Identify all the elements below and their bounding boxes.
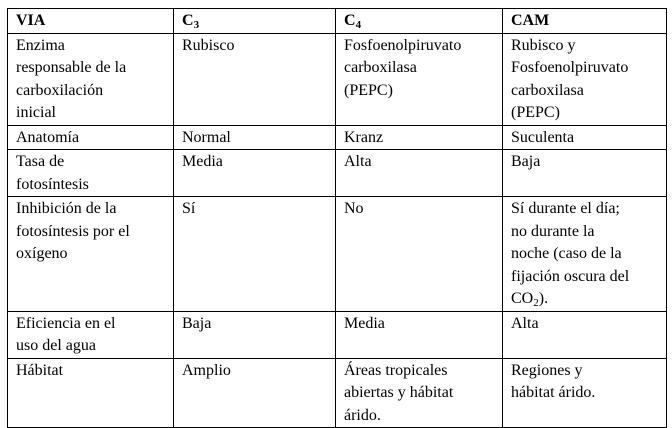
row-label: Tasa de fotosíntesis [8, 150, 174, 197]
cell-c4: Alta [336, 150, 503, 197]
header-c4-base: C [344, 12, 356, 29]
cell-cam-tail: ). [538, 290, 549, 307]
row-label: Inhibición de la fotosíntesis por el oxígeno [8, 197, 174, 312]
row-label: Eficiencia en el uso del agua [8, 311, 174, 358]
table-row [8, 358, 667, 428]
cell-cam: Rubisco y Fosfoenolpiruvato carboxilasa (PEPC) [503, 33, 667, 125]
header-row [8, 9, 667, 34]
cell-c3: Media [174, 150, 336, 197]
cell-c3: Amplio [174, 358, 336, 428]
header-c4-sub: 4 [355, 19, 362, 31]
header-c4 [336, 9, 503, 34]
cell-cam: Baja [503, 150, 667, 197]
cell-c3: Rubisco [174, 33, 336, 125]
cell-c3: Sí [174, 197, 336, 312]
header-cam: CAM [503, 9, 667, 34]
table-row [8, 197, 667, 312]
table-row [8, 33, 667, 125]
row-label: Anatomía [8, 125, 174, 150]
table-row [8, 125, 667, 150]
cell-cam: Suculenta [503, 125, 667, 150]
table-row [8, 311, 667, 358]
cell-cam-text: Sí durante el día; no durante la noche (caso de la fijación oscura del CO [511, 200, 630, 307]
cell-cam [503, 197, 667, 312]
cell-cam-sub: 2 [533, 297, 539, 309]
cell-cam: Alta [503, 311, 667, 358]
cell-c4: No [336, 197, 503, 312]
header-via: VIA [8, 9, 174, 34]
cell-c4: Fosfoenolpiruvato carboxilasa (PEPC) [336, 33, 503, 125]
row-label: Enzima responsable de la carboxilación inicial [8, 33, 174, 125]
photosynthesis-pathways-table [7, 8, 667, 428]
cell-c4: Áreas tropicales abiertas y hábitat árido. [336, 358, 503, 428]
row-label: Hábitat [8, 358, 174, 428]
cell-c3: Normal [174, 125, 336, 150]
cell-cam: Regiones y hábitat árido. [503, 358, 667, 428]
cell-c4: Kranz [336, 125, 503, 150]
header-c3 [174, 9, 336, 34]
cell-c3: Baja [174, 311, 336, 358]
cell-c4: Media [336, 311, 503, 358]
table-row [8, 150, 667, 197]
header-c3-base: C [182, 12, 194, 29]
header-c3-sub: 3 [193, 19, 200, 31]
